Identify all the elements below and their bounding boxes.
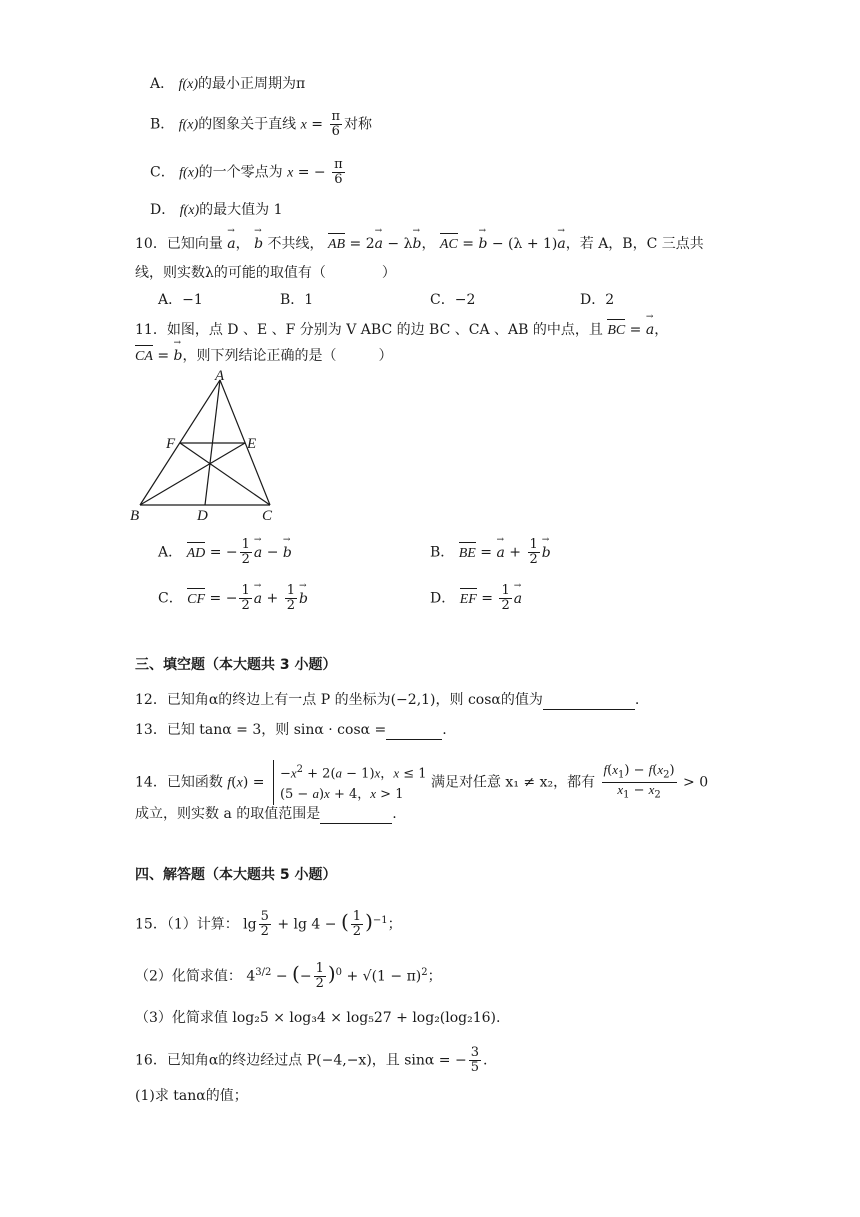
q11-stem-line1: 11．如图，点 D 、E 、F 分别为 V ABC 的边 BC 、CA 、AB 的中点，且 BC = a →， bbox=[135, 320, 668, 341]
q11-option-d: D． EF = $\frac{1}{2}$ a → bbox=[430, 584, 522, 613]
q14-line1: 14．已知函数 $f(x) = -x^2 + 2(a - 1)x$，x ≤ 1 (5 − a)x + 4，x > 1 满足对任意 x₁ ≠ x₂，都有 $\frac{f(x_1) - f(x_2)}{x_1 - x_2}$ > 0 bbox=[135, 760, 708, 805]
q10-option-b: B．1 bbox=[280, 292, 314, 308]
q14-line2: 成立，则实数 a 的取值范围是 . bbox=[135, 806, 397, 822]
q16-part1: (1)求 tanα的值； bbox=[135, 1088, 248, 1104]
label-e: E bbox=[247, 436, 257, 452]
q15-part1: 15．（1）计算： lg $\frac{5}{2}$ + lg 4 − ( $\frac{1}{2}$ )$^{-1}$； bbox=[135, 909, 402, 939]
label-f: F bbox=[166, 436, 176, 452]
triangle-figure bbox=[128, 368, 288, 523]
q10-stem-line2: 线，则实数λ的可能的取值有（ ） bbox=[135, 265, 396, 281]
q11-stem-line2: CA = b →，则下列结论正确的是（ ） bbox=[135, 346, 393, 367]
q11-option-c: C． CF = − $\frac{1}{2}$ a → + $\frac{1}{2}$ b → bbox=[158, 584, 308, 613]
q12: 12．已知角α的终边上有一点 P 的坐标为(−2,1)，则 cosα的值为 . bbox=[135, 692, 640, 708]
q11-option-b: B． BE = a → + $\frac{1}{2}$ b → bbox=[430, 538, 551, 567]
section-4-heading: 四、解答题（本大题共 5 小题） bbox=[135, 867, 337, 883]
q10-stem-line1: 10．已知向量 a →， b → 不共线， AB = 2a → − λb →， AC = b → − (λ + 1)a →，若 A，B，C 三点共 bbox=[135, 234, 704, 255]
q9-option-d: D． f(x)的最大值为 1 bbox=[150, 202, 283, 218]
q15-part3: （3）化简求值 log₂5 × log₃4 × log₅27 + log₂(log₂16). bbox=[135, 1010, 501, 1026]
q13: 13．已知 tanα = 3，则 sinα · cosα = . bbox=[135, 722, 447, 738]
label-c: C bbox=[262, 508, 273, 523]
label-b: B bbox=[130, 508, 140, 523]
q10-option-c: C．−2 bbox=[430, 292, 476, 308]
q16-stem: 16．已知角α的终边经过点 P(−4,−x)，且 sinα = − $\frac{3}{5}$ . bbox=[135, 1045, 488, 1075]
q15-part2: （2）化简求值： $4^{3/2}$ − (− $\frac{1}{2}$ )$^0 + √(1 - \pi)^2$； bbox=[135, 961, 442, 991]
label-d: D bbox=[197, 508, 208, 523]
q9-option-a: A． f(x)的最小正周期为π bbox=[150, 76, 306, 92]
label-a: A bbox=[215, 368, 225, 384]
q10-option-a: A．−1 bbox=[158, 292, 203, 308]
section-3-heading: 三、填空题（本大题共 3 小题） bbox=[135, 657, 337, 673]
q9-option-b: B． f(x)的图象关于直线 x = $\frac{\pi}{6}$ 对称 bbox=[150, 109, 373, 139]
q10-option-d: D．2 bbox=[580, 292, 615, 308]
q11-option-a: A． AD = − $\frac{1}{2}$ a → − b → bbox=[158, 538, 292, 567]
q9-option-c: C． f(x)的一个零点为 x = − $\frac{\pi}{6}$ bbox=[150, 157, 343, 187]
